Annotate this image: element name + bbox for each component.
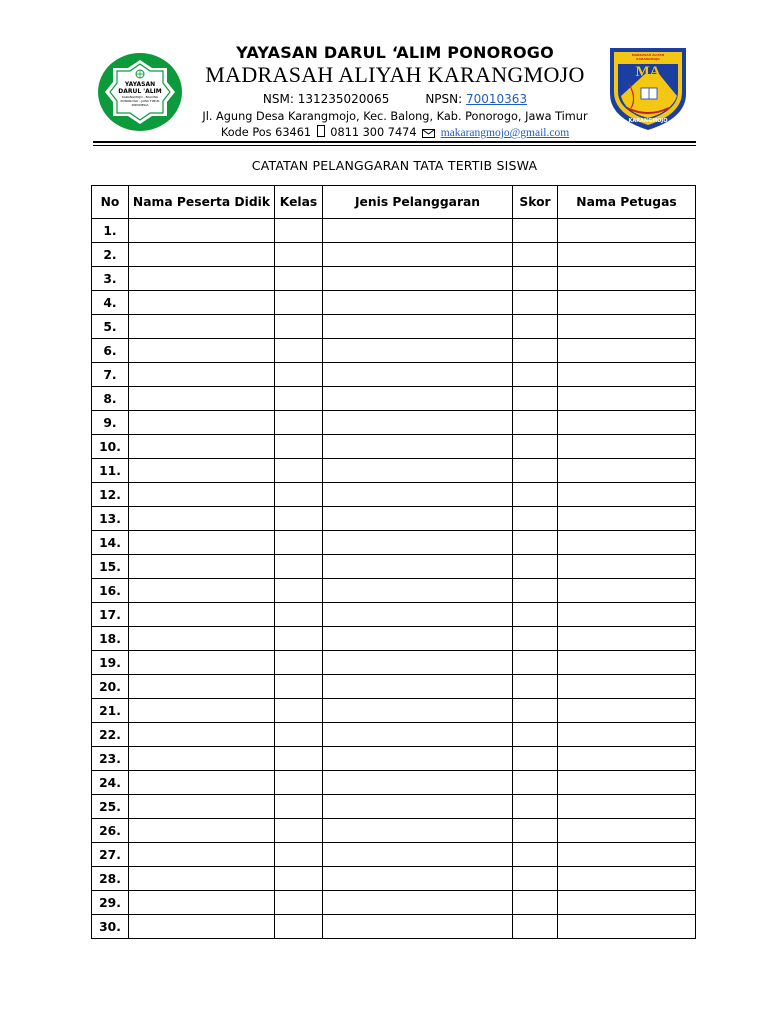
student-name-cell[interactable] (129, 675, 275, 699)
class-cell[interactable] (275, 483, 323, 507)
student-name-cell[interactable] (129, 267, 275, 291)
row-number: 6. (92, 339, 129, 363)
officer-name-cell[interactable] (558, 507, 696, 531)
table-row (92, 651, 696, 675)
student-name-cell[interactable] (129, 915, 275, 939)
violation-type-cell[interactable] (323, 483, 513, 507)
row-number: 1. (92, 219, 129, 243)
student-name-cell[interactable] (129, 891, 275, 915)
table-row (92, 747, 696, 771)
score-cell[interactable] (513, 771, 558, 795)
score-cell[interactable] (513, 795, 558, 819)
class-cell[interactable] (275, 555, 323, 579)
table-row (92, 435, 696, 459)
officer-name-cell[interactable] (558, 651, 696, 675)
table-row (92, 819, 696, 843)
row-number: 5. (92, 315, 129, 339)
class-cell[interactable] (275, 411, 323, 435)
score-cell[interactable] (513, 555, 558, 579)
score-cell[interactable] (513, 267, 558, 291)
score-cell[interactable] (513, 819, 558, 843)
table-row (92, 483, 696, 507)
row-number: 9. (92, 411, 129, 435)
score-cell[interactable] (513, 843, 558, 867)
table-row (92, 291, 696, 315)
row-number: 14. (92, 531, 129, 555)
score-cell[interactable] (513, 507, 558, 531)
table-row (92, 219, 696, 243)
student-name-cell[interactable] (129, 699, 275, 723)
violation-type-cell[interactable] (323, 675, 513, 699)
officer-name-cell[interactable] (558, 243, 696, 267)
school-logo-top-text: MADRASAH ALIYAH KARANGMOJO (631, 53, 665, 61)
class-cell[interactable] (275, 699, 323, 723)
table-row (92, 411, 696, 435)
violation-type-cell[interactable] (323, 315, 513, 339)
table-row (92, 243, 696, 267)
officer-name-cell[interactable] (558, 699, 696, 723)
table-row (92, 699, 696, 723)
score-cell[interactable] (513, 363, 558, 387)
mail-icon (422, 129, 435, 138)
row-number: 11. (92, 459, 129, 483)
violation-type-cell[interactable] (323, 843, 513, 867)
violation-type-cell[interactable] (323, 411, 513, 435)
class-cell[interactable] (275, 579, 323, 603)
violation-type-cell[interactable] (323, 915, 513, 939)
row-number: 24. (92, 771, 129, 795)
score-cell[interactable] (513, 387, 558, 411)
row-number: 28. (92, 867, 129, 891)
officer-name-cell[interactable] (558, 291, 696, 315)
officer-name-cell[interactable] (558, 219, 696, 243)
score-cell[interactable] (513, 675, 558, 699)
officer-name-cell[interactable] (558, 795, 696, 819)
violation-type-cell[interactable] (323, 699, 513, 723)
class-cell[interactable] (275, 771, 323, 795)
violation-type-cell[interactable] (323, 267, 513, 291)
violation-type-cell[interactable] (323, 507, 513, 531)
column-header: Kelas (275, 186, 323, 219)
table-row (92, 867, 696, 891)
violation-type-cell[interactable] (323, 819, 513, 843)
student-name-cell[interactable] (129, 459, 275, 483)
officer-name-cell[interactable] (558, 315, 696, 339)
student-name-cell[interactable] (129, 627, 275, 651)
class-cell[interactable] (275, 339, 323, 363)
row-number: 30. (92, 915, 129, 939)
school-ids (190, 91, 600, 107)
violation-type-cell[interactable] (323, 579, 513, 603)
school-address: Jl. Agung Desa Karangmojo, Kec. Balong, Kab. Ponorogo, Jawa Timur (202, 110, 588, 123)
table-row (92, 363, 696, 387)
student-name-cell[interactable] (129, 291, 275, 315)
student-name-cell[interactable] (129, 723, 275, 747)
score-cell[interactable] (513, 243, 558, 267)
officer-name-cell[interactable] (558, 435, 696, 459)
officer-name-cell[interactable] (558, 579, 696, 603)
row-number: 23. (92, 747, 129, 771)
score-cell[interactable] (513, 651, 558, 675)
violation-type-cell[interactable] (323, 291, 513, 315)
class-cell[interactable] (275, 315, 323, 339)
foundation-logo-line: DARUL 'ALIM (118, 88, 162, 95)
officer-name-cell[interactable] (558, 555, 696, 579)
table-row (92, 459, 696, 483)
table-row (92, 531, 696, 555)
officer-name-cell[interactable] (558, 603, 696, 627)
violation-type-cell[interactable] (323, 771, 513, 795)
student-name-cell[interactable] (129, 243, 275, 267)
student-name-cell[interactable] (129, 771, 275, 795)
table-row (92, 555, 696, 579)
class-cell[interactable] (275, 603, 323, 627)
row-number: 21. (92, 699, 129, 723)
score-cell[interactable] (513, 747, 558, 771)
violation-type-cell[interactable] (323, 219, 513, 243)
student-name-cell[interactable] (129, 603, 275, 627)
class-cell[interactable] (275, 507, 323, 531)
row-number: 22. (92, 723, 129, 747)
officer-name-cell[interactable] (558, 411, 696, 435)
phone-number: 0811 300 7474 (330, 126, 417, 139)
class-cell[interactable] (275, 363, 323, 387)
row-number: 18. (92, 627, 129, 651)
class-cell[interactable] (275, 651, 323, 675)
row-number: 3. (92, 267, 129, 291)
violation-type-cell[interactable] (323, 603, 513, 627)
foundation-logo (97, 52, 183, 132)
student-name-cell[interactable] (129, 507, 275, 531)
class-cell[interactable] (275, 915, 323, 939)
student-name-cell[interactable] (129, 387, 275, 411)
class-cell[interactable] (275, 867, 323, 891)
foundation-logo-line: INDONESIA (131, 103, 149, 107)
student-name-cell[interactable] (129, 435, 275, 459)
student-name-cell[interactable] (129, 339, 275, 363)
violation-type-cell[interactable] (323, 651, 513, 675)
email-link[interactable]: makarangmojo@gmail.com (440, 127, 570, 139)
score-cell[interactable] (513, 699, 558, 723)
violation-type-cell[interactable] (323, 531, 513, 555)
score-cell[interactable] (513, 531, 558, 555)
class-cell[interactable] (275, 819, 323, 843)
officer-name-cell[interactable] (558, 675, 696, 699)
officer-name-cell[interactable] (558, 339, 696, 363)
officer-name-cell[interactable] (558, 819, 696, 843)
officer-name-cell[interactable] (558, 771, 696, 795)
foundation-logo-line: PONOROGO - JAWA TIMUR (120, 99, 160, 103)
row-number: 16. (92, 579, 129, 603)
row-number: 27. (92, 843, 129, 867)
violation-type-cell[interactable] (323, 555, 513, 579)
score-cell[interactable] (513, 315, 558, 339)
class-cell[interactable] (275, 843, 323, 867)
row-number: 29. (92, 891, 129, 915)
officer-name-cell[interactable] (558, 363, 696, 387)
school-logo-bottom-text: KARANGMOJO (628, 118, 668, 124)
row-number: 20. (92, 675, 129, 699)
phone-icon (317, 125, 325, 137)
score-cell[interactable] (513, 411, 558, 435)
score-cell[interactable] (513, 219, 558, 243)
officer-name-cell[interactable] (558, 867, 696, 891)
table-row (92, 387, 696, 411)
class-cell[interactable] (275, 531, 323, 555)
score-cell[interactable] (513, 291, 558, 315)
table-row (92, 723, 696, 747)
student-name-cell[interactable] (129, 819, 275, 843)
score-cell[interactable] (513, 891, 558, 915)
contact-line (190, 125, 600, 141)
student-name-cell[interactable] (129, 531, 275, 555)
officer-name-cell[interactable] (558, 459, 696, 483)
officer-name-cell[interactable] (558, 747, 696, 771)
school-name: MADRASAH ALIYAH KARANGMOJO (205, 62, 585, 87)
row-number: 7. (92, 363, 129, 387)
table-row (92, 843, 696, 867)
officer-name-cell[interactable] (558, 723, 696, 747)
table-row (92, 603, 696, 627)
violation-type-cell[interactable] (323, 387, 513, 411)
violation-type-cell[interactable] (323, 459, 513, 483)
officer-name-cell[interactable] (558, 387, 696, 411)
row-number: 10. (92, 435, 129, 459)
student-name-cell[interactable] (129, 219, 275, 243)
officer-name-cell[interactable] (558, 915, 696, 939)
row-number: 13. (92, 507, 129, 531)
table-row (92, 915, 696, 939)
student-name-cell[interactable] (129, 411, 275, 435)
table-row (92, 315, 696, 339)
score-cell[interactable] (513, 603, 558, 627)
row-number: 12. (92, 483, 129, 507)
npsn-link[interactable]: 70010363 (466, 92, 528, 106)
violation-type-cell[interactable] (323, 435, 513, 459)
officer-name-cell[interactable] (558, 627, 696, 651)
officer-name-cell[interactable] (558, 483, 696, 507)
score-cell[interactable] (513, 483, 558, 507)
class-cell[interactable] (275, 291, 323, 315)
document-title: CATATAN PELANGGARAN TATA TERTIB SISWA (251, 158, 538, 173)
column-header: Skor (513, 186, 558, 219)
school-logo-badge: MA (635, 64, 661, 80)
student-name-cell[interactable] (129, 843, 275, 867)
student-name-cell[interactable] (129, 579, 275, 603)
officer-name-cell[interactable] (558, 267, 696, 291)
student-name-cell[interactable] (129, 363, 275, 387)
officer-name-cell[interactable] (558, 843, 696, 867)
class-cell[interactable] (275, 387, 323, 411)
table-row (92, 579, 696, 603)
score-cell[interactable] (513, 459, 558, 483)
class-cell[interactable] (275, 219, 323, 243)
class-cell[interactable] (275, 891, 323, 915)
violation-type-cell[interactable] (323, 891, 513, 915)
class-cell[interactable] (275, 723, 323, 747)
column-header: Nama Petugas (558, 186, 696, 219)
foundation-logo-line: KARANGMOJO - BALONG (121, 95, 159, 99)
score-cell[interactable] (513, 339, 558, 363)
row-number: 17. (92, 603, 129, 627)
score-cell[interactable] (513, 867, 558, 891)
officer-name-cell[interactable] (558, 531, 696, 555)
column-header: Jenis Pelanggaran (323, 186, 513, 219)
violation-type-cell[interactable] (323, 867, 513, 891)
letterhead (190, 44, 600, 141)
row-number: 26. (92, 819, 129, 843)
violation-type-cell[interactable] (323, 747, 513, 771)
class-cell[interactable] (275, 747, 323, 771)
class-cell[interactable] (275, 243, 323, 267)
student-name-cell[interactable] (129, 555, 275, 579)
letterhead-divider (93, 141, 696, 143)
class-cell[interactable] (275, 435, 323, 459)
table-row (92, 795, 696, 819)
npsn-label: NPSN: (425, 92, 466, 106)
class-cell[interactable] (275, 267, 323, 291)
student-name-cell[interactable] (129, 315, 275, 339)
table-row (92, 891, 696, 915)
class-cell[interactable] (275, 627, 323, 651)
score-cell[interactable] (513, 915, 558, 939)
student-name-cell[interactable] (129, 795, 275, 819)
score-cell[interactable] (513, 579, 558, 603)
column-header: Nama Peserta Didik (129, 186, 275, 219)
student-name-cell[interactable] (129, 483, 275, 507)
table-header-row (92, 186, 696, 219)
score-cell[interactable] (513, 723, 558, 747)
violation-type-cell[interactable] (323, 723, 513, 747)
class-cell[interactable] (275, 795, 323, 819)
table-row (92, 627, 696, 651)
violation-type-cell[interactable] (323, 339, 513, 363)
row-number: 25. (92, 795, 129, 819)
school-logo (607, 44, 689, 132)
row-number: 4. (92, 291, 129, 315)
row-number: 8. (92, 387, 129, 411)
student-name-cell[interactable] (129, 867, 275, 891)
officer-name-cell[interactable] (558, 891, 696, 915)
postal-code: Kode Pos 63461 (220, 126, 312, 139)
class-cell[interactable] (275, 675, 323, 699)
score-cell[interactable] (513, 627, 558, 651)
table-row (92, 507, 696, 531)
foundation-logo-line: YAYASAN (124, 81, 156, 88)
violation-type-cell[interactable] (323, 627, 513, 651)
nsm-number: NSM: 131235020065 (262, 92, 390, 106)
student-name-cell[interactable] (129, 651, 275, 675)
foundation-name: YAYASAN DARUL ‘ALIM PONOROGO (236, 43, 554, 62)
violation-type-cell[interactable] (323, 795, 513, 819)
row-number: 15. (92, 555, 129, 579)
row-number: 2. (92, 243, 129, 267)
violation-table (91, 185, 696, 939)
class-cell[interactable] (275, 459, 323, 483)
score-cell[interactable] (513, 435, 558, 459)
letterhead-divider-thin (93, 145, 696, 146)
violation-type-cell[interactable] (323, 363, 513, 387)
column-header: No (92, 186, 129, 219)
violation-type-cell[interactable] (323, 243, 513, 267)
student-name-cell[interactable] (129, 747, 275, 771)
table-row (92, 339, 696, 363)
table-row (92, 267, 696, 291)
row-number: 19. (92, 651, 129, 675)
table-row (92, 675, 696, 699)
table-row (92, 771, 696, 795)
